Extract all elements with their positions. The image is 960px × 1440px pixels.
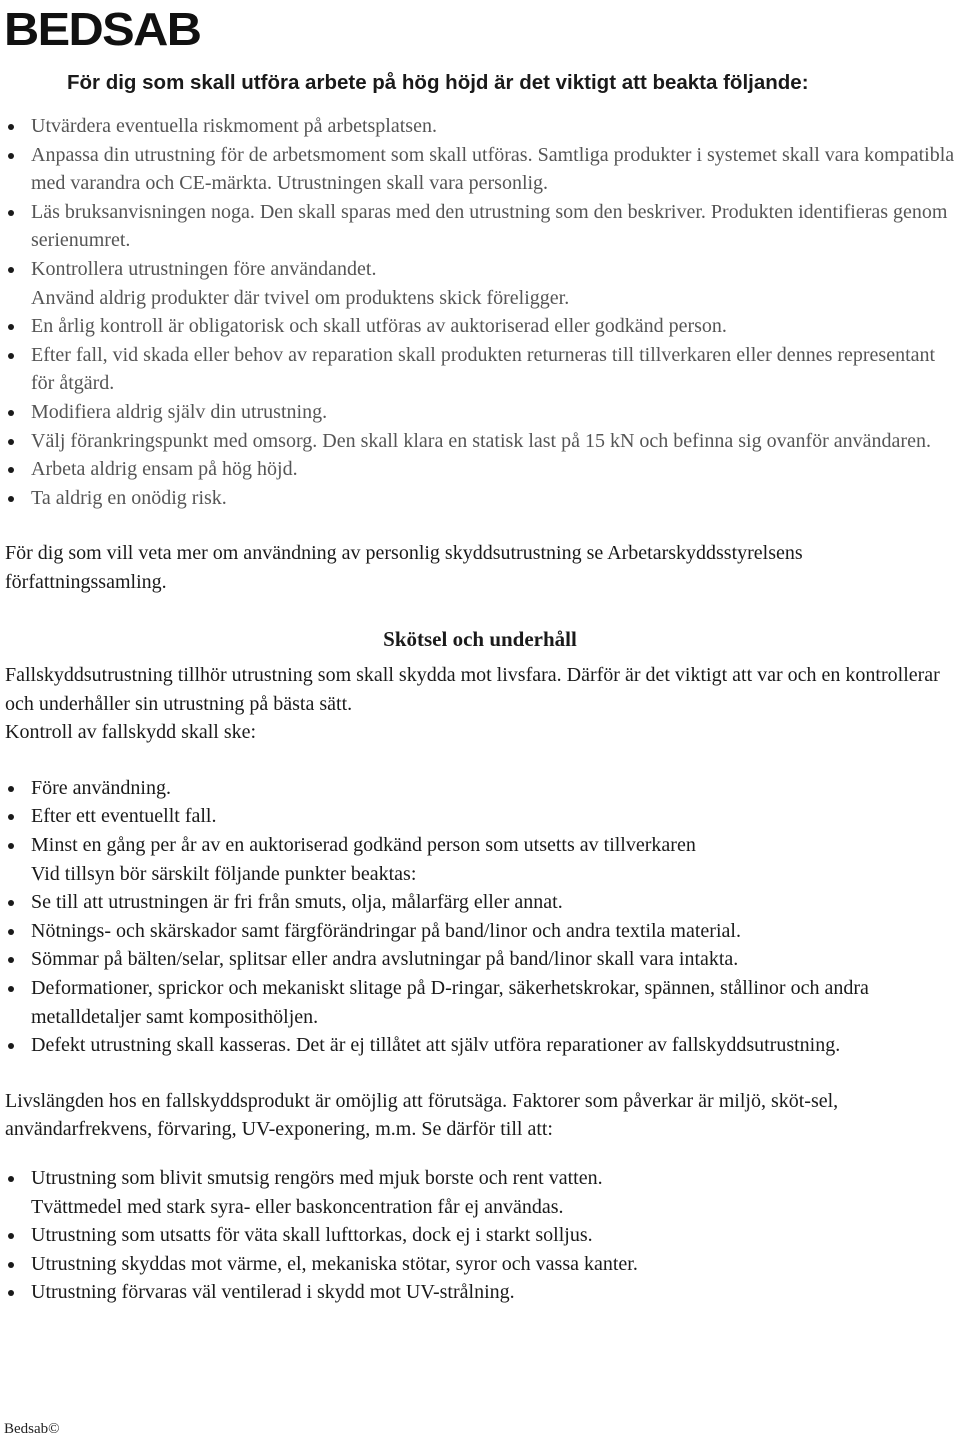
company-logo: BEDSAB [4, 3, 201, 55]
list-item: Läs bruksanvisningen noga. Den skall sparas med den utrustning som den beskriver. Produkten identifieras genom serienumret. [5, 198, 955, 255]
list-item: Utrustning skyddas mot värme, el, mekaniska stötar, syror och vassa kanter. [5, 1250, 955, 1279]
list-item: Före användning. [5, 774, 955, 803]
list-item: Efter fall, vid skada eller behov av reparation skall produkten returneras till tillverkaren eller dennes representant för åtgärd. [5, 341, 955, 398]
list-item: Arbeta aldrig ensam på hög höjd. [5, 455, 955, 484]
list-item: Tvättmedel med stark syra- eller baskoncentration får ej användas. [31, 1195, 564, 1218]
list-item: Välj förankringspunkt med omsorg. Den skall klara en statisk last på 15 kN och befinna sig ovanför användaren. [5, 427, 955, 456]
list-item: Använd aldrig produkter där tvivel om produktens skick föreligger. [31, 286, 570, 309]
document-body [5, 66, 955, 1307]
safety-list [5, 112, 955, 512]
inspection-intro: Kontroll av fallskydd skall ske: [5, 721, 257, 744]
intro-paragraph: För dig som vill veta mer om användning av personlig skyddsutrustning se Arbetarskyddsstyrelsens författningssamling. [5, 542, 803, 593]
list-item: En årlig kontroll är obligatorisk och skall utföras av auktoriserad eller godkänd person. [5, 312, 955, 341]
list-item: Kontrollera utrustningen före användandet. [5, 255, 955, 284]
section-heading: Skötsel och underhåll [383, 626, 577, 651]
list-item: Anpassa din utrustning för de arbetsmoment som skall utföras. Samtliga produkter i systemet skall vara kompatibla med varandra och CE-märkta. Utrustningen skall vara personlig. [5, 141, 955, 198]
care-list [5, 1164, 955, 1307]
maintenance-paragraph: Fallskyddsutrustning tillhör utrustning som skall skydda mot livsfara. Därför är det viktigt att var och en kontrollerar och underhåller sin utrustning på bästa sätt. [5, 664, 940, 715]
list-item: Se till att utrustningen är fri från smuts, olja, målarfärg eller annat. [5, 888, 955, 917]
list-item: Modifiera aldrig själv din utrustning. [5, 398, 955, 427]
list-item: Nötnings- och skärskador samt färgförändringar på band/linor och andra textila material. [5, 917, 955, 946]
page-heading: För dig som skall utföra arbete på hög höjd är det viktigt att beakta följande: [67, 71, 809, 94]
list-item: Minst en gång per år av en auktoriserad godkänd person som utsetts av tillverkaren [5, 831, 955, 860]
lifespan-paragraph: Livslängden hos en fallskyddsprodukt är omöjlig att förutsäga. Faktorer som påverkar är miljö, sköt-sel, användarfrekvens, förvaring, UV-exponering, m.m. Se därför till att: [5, 1089, 839, 1141]
list-item: Deformationer, sprickor och mekaniskt slitage på D-ringar, säkerhetskrokar, spännen, stållinor och andra metalldetaljer samt komposithöljen. [5, 974, 955, 1031]
list-item: Sömmar på bälten/selar, splitsar eller andra avslutningar på band/linor skall vara intakta. [5, 945, 955, 974]
list-item: Defekt utrustning skall kasseras. Det är ej tillåtet att själv utföra reparationer av fallskyddsutrustning. [5, 1031, 955, 1060]
list-item: Utrustning som blivit smutsig rengörs med mjuk borste och rent vatten. [5, 1164, 955, 1193]
inspection-list [5, 774, 955, 1060]
list-item: Utvärdera eventuella riskmoment på arbetsplatsen. [5, 112, 955, 141]
list-item: Utrustning förvaras väl ventilerad i skydd mot UV-strålning. [5, 1278, 955, 1307]
list-item: Efter ett eventuellt fall. [5, 802, 955, 831]
list-item: Vid tillsyn bör särskilt följande punkter beaktas: [31, 862, 417, 885]
copyright-footer: Bedsab© [4, 1421, 60, 1437]
list-item: Utrustning som utsatts för väta skall lufttorkas, dock ej i starkt solljus. [5, 1221, 955, 1250]
list-item: Ta aldrig en onödig risk. [5, 484, 955, 513]
